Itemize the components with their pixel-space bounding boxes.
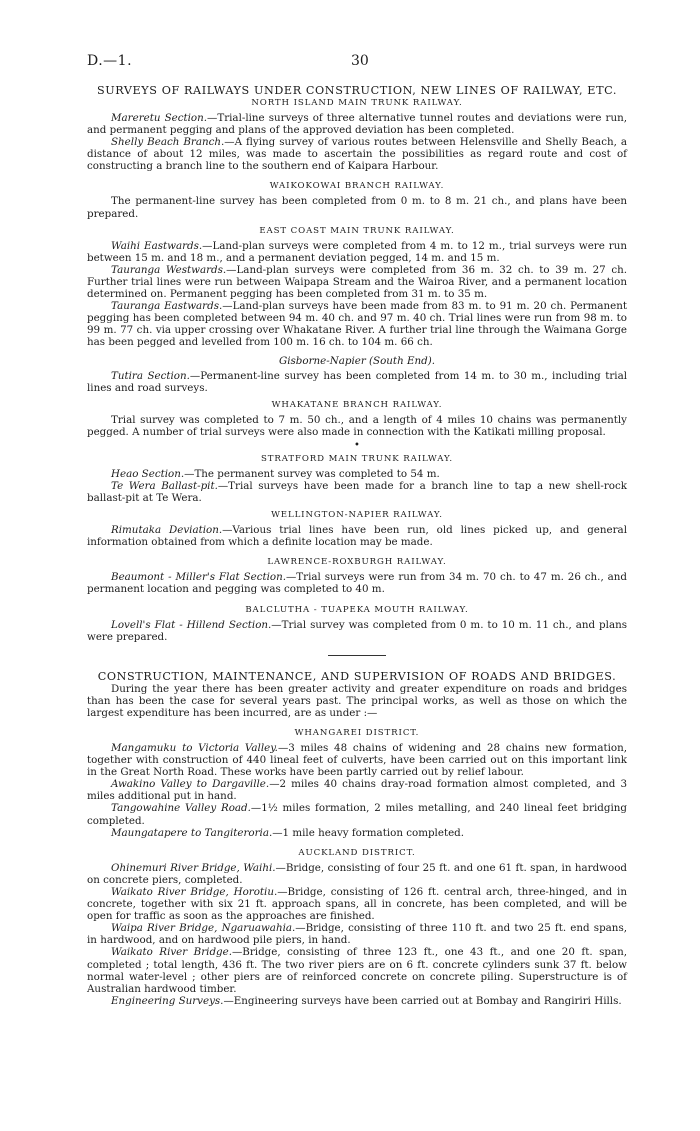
paragraph bbox=[87, 468, 627, 480]
waikokowai-heading: WAIKOKOWAI BRANCH RAILWAY. bbox=[269, 181, 445, 192]
paragraph-title: Te Wera Ballast-pit. bbox=[111, 479, 218, 492]
whangarei-heading: WHANGAREI DISTRICT. bbox=[294, 728, 420, 738]
wellington-heading: WELLINGTON-NAPIER RAILWAY. bbox=[271, 510, 443, 521]
paragraph-text: —3 miles 48 chains of widening and 28 chains new formation, together with construction of 440 lineal feet of culverts, have been carried out on this important link in the Great North Road. These works have been partly carried out by relief labour. bbox=[87, 742, 627, 779]
paragraph bbox=[87, 480, 627, 504]
paragraph bbox=[87, 112, 627, 136]
paragraph-text: —Trial surveys were run from 34 m. 70 ch. to 47 m. 26 ch., and permanent location and pegging was completed to 40 m. bbox=[87, 571, 627, 596]
paragraph-text: —Land-plan surveys have been made from 83 m. to 91 m. 20 ch. Permanent pegging has been completed between 94 m. 40 ch. and 97 m. 40 ch. Trial lines were run from 98 m. to 99 m. 77 ch. via upper crossing over Whakatane River. A further trial line through the Waimana Gorge has been pegged and levelled from 100 m. 16 ch. to 104 m. 66 ch. bbox=[87, 300, 627, 349]
paragraph-text: The permanent-line survey has been completed from 0 m. to 8 m. 21 ch., and plans have been prepared. bbox=[87, 195, 627, 220]
paragraph-text: —Bridge, consisting of 126 ft. central arch, three-hinged, and in concrete, together with six 21 ft. approach spans, all in concrete, has been completed, and will be open for traffic as soon as the approaches are finished. bbox=[87, 885, 627, 923]
paragraph-title: Waikato River Bridge, Horotiu. bbox=[111, 885, 278, 898]
document-reference: D.—1. bbox=[87, 53, 133, 69]
paragraph bbox=[87, 136, 627, 172]
paragraph-title: Tauranga Eastwards. bbox=[111, 300, 223, 313]
document-page bbox=[87, 52, 627, 1007]
page-number: 30 bbox=[351, 53, 369, 69]
paragraph bbox=[87, 995, 627, 1007]
paragraph-title: Tutira Section. bbox=[111, 369, 190, 382]
paragraph-title: Awakino Valley to Dargaville. bbox=[111, 778, 270, 791]
paragraph bbox=[87, 683, 627, 719]
stratford-heading: STRATFORD MAIN TRUNK RAILWAY. bbox=[260, 453, 454, 464]
paragraph-title: Heao Section. bbox=[111, 467, 185, 480]
paragraph bbox=[87, 571, 627, 595]
paragraph-title: Rimutaka Deviation. bbox=[111, 524, 223, 537]
paragraph-title: Ohinemuri River Bridge, Waihi. bbox=[111, 861, 276, 874]
paragraph-text: —Engineering surveys have been carried out at Bombay and Rangiriri Hills. bbox=[223, 994, 622, 1007]
paragraph-title: Mareretu Section. bbox=[111, 112, 208, 124]
paragraph-text: —Bridge, consisting of three 110 ft. and two 25 ft. end spans, in hardwood, and on hardwood pile piers, in hand. bbox=[87, 922, 627, 947]
paragraph-text: During the year there has been greater activity and greater expenditure on roads and bridges than has been the case for several years past. The principal works, as well as those on which the largest expenditure has been incurred, are as under :— bbox=[87, 682, 627, 719]
paragraph bbox=[87, 264, 627, 300]
paragraph-text: —Permanent-line survey has been completed from 14 m. to 30 m., including trial lines and road surveys. bbox=[87, 369, 627, 394]
paragraph-text: —Trial surveys have been made for a branch line to tap a new shell-rock ballast-pit at Te Wera. bbox=[87, 479, 628, 505]
balclutha-heading: BALCLUTHA - TUAPEKA MOUTH RAILWAY. bbox=[245, 604, 469, 615]
paragraph-title: Tangowahine Valley Road. bbox=[111, 802, 251, 815]
paragraph-title: Engineering Surveys. bbox=[111, 994, 224, 1007]
lawrence-heading: LAWRENCE-ROXBURGH RAILWAY. bbox=[267, 557, 447, 568]
paragraph-text: —2 miles 40 chains dray-road formation almost completed, and 3 miles additional put in hand. bbox=[87, 778, 627, 803]
paragraph bbox=[87, 240, 627, 264]
paragraph bbox=[87, 922, 627, 946]
paragraph bbox=[87, 619, 627, 643]
paragraph-title: Maungatapere to Tangiteroria. bbox=[111, 826, 273, 839]
paragraph-text: —Trial-line surveys of three alternative tunnel routes and deviations were run, and permanent pegging and plans of the approved deviation has been completed. bbox=[87, 112, 627, 137]
paragraph-text: —A flying survey of various routes between Helensville and Shelly Beach, a distance of about 12 miles, was made to ascertain the possibilities as regard route and cost of constructing a branch line to the southern end of Kaipara Harbour. bbox=[87, 136, 627, 173]
paragraph-title: Beaumont - Miller's Flat Section. bbox=[111, 571, 286, 584]
section-divider bbox=[328, 655, 386, 656]
paragraph bbox=[87, 742, 627, 778]
roads-title: CONSTRUCTION, MAINTENANCE, AND SUPERVISION OF ROADS AND BRIDGES. bbox=[97, 669, 617, 683]
paragraph bbox=[87, 886, 627, 922]
paragraph bbox=[87, 862, 627, 886]
paragraph-title: Waihi Eastwards. bbox=[111, 239, 203, 252]
paragraph-title: Shelly Beach Branch. bbox=[111, 136, 225, 149]
paragraph bbox=[87, 300, 627, 348]
paragraph-text: —Bridge, consisting of four 25 ft. and one 61 ft. span, in hardwood on concrete piers, completed. bbox=[87, 861, 627, 886]
paragraph bbox=[87, 414, 627, 438]
paragraph-title: Mangamuku to Victoria Valley. bbox=[111, 742, 278, 754]
paragraph-title: Waipa River Bridge, Ngaruawahia. bbox=[111, 922, 296, 935]
gisborne-heading: Gisborne-Napier (South End). bbox=[278, 354, 436, 367]
surveys-title: SURVEYS OF RAILWAYS UNDER CONSTRUCTION, NEW LINES OF RAILWAY, ETC. bbox=[96, 84, 618, 97]
paragraph-text: —Land-plan surveys were completed from 36 m. 32 ch. to 39 m. 27 ch. Further trial lines were run between Waipapa Stream and the Wairoa River, and a permanent location determined on. Permanent pegging has been completed from 31 m. to 35 m. bbox=[87, 263, 627, 301]
paragraph bbox=[87, 195, 627, 219]
nimt-heading: NORTH ISLAND MAIN TRUNK RAILWAY. bbox=[251, 98, 463, 108]
paragraph-title: Lovell's Flat - Hillend Section. bbox=[111, 618, 272, 631]
paragraph-text: —The permanent survey was completed to 54 m. bbox=[184, 467, 440, 480]
paragraph bbox=[87, 827, 627, 839]
whakatane-heading: WHAKATANE BRANCH RAILWAY. bbox=[271, 399, 443, 410]
paragraph-text: —Trial survey was completed from 0 m. to 10 m. 11 ch., and plans were prepared. bbox=[87, 618, 627, 643]
paragraph bbox=[87, 802, 627, 826]
paragraph-title: Waikato River Bridge. bbox=[111, 946, 232, 959]
paragraph-text: Trial survey was completed to 7 m. 50 ch., and a length of 4 miles 10 chains was permanently pegged. A number of trial surveys were also made in connection with the Katikati milling proposal. bbox=[87, 413, 627, 438]
paragraph-text: —Various trial lines have been run, old lines picked up, and general information obtained from which a definite location may be made. bbox=[87, 524, 627, 549]
ecmt-heading: EAST COAST MAIN TRUNK RAILWAY. bbox=[259, 225, 455, 236]
paragraph bbox=[87, 778, 627, 802]
paragraph-text: —Land-plan surveys were completed from 4 m. to 12 m., trial surveys were run between 15 m. and 18 m., and a permanent deviation pegged, 14 m. and 15 m. bbox=[87, 239, 627, 264]
paragraph bbox=[87, 370, 627, 394]
stray-dot: • bbox=[354, 439, 360, 451]
paragraph bbox=[87, 946, 627, 994]
page-header bbox=[87, 52, 627, 72]
paragraph-text: —1½ miles formation, 2 miles metalling, and 240 lineal feet bridging completed. bbox=[87, 802, 627, 827]
paragraph bbox=[87, 524, 627, 548]
paragraph-title: Tauranga Westwards. bbox=[111, 263, 227, 276]
paragraph-text: —1 mile heavy formation completed. bbox=[272, 826, 465, 839]
paragraph-text: —Bridge, consisting of three 123 ft., one 43 ft., and one 20 ft. span, completed ; total length, 436 ft. The two river piers are on 6 ft. concrete cylinders sunk 37 ft. below normal water-level ; other piers are of reinforced concrete on concrete piling. Superstructure is of Australian hardwood timber. bbox=[87, 946, 627, 995]
auckland-heading: AUCKLAND DISTRICT. bbox=[298, 847, 416, 858]
